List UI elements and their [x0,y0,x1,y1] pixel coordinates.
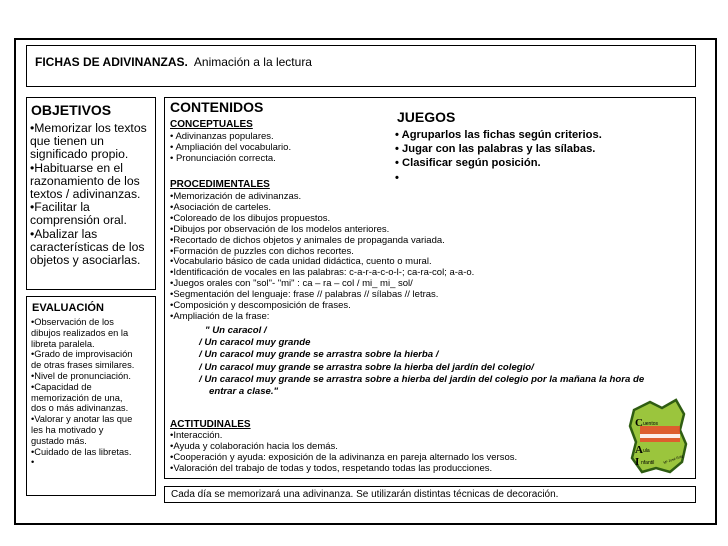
evaluacion-line: les ha motivado y [31,424,104,435]
conceptuales-item: • Adivinanzas populares. [170,131,274,142]
logo-stripe [640,434,680,438]
procedimentales-item: •Juegos orales con "sol"- "mi" : ca – ra – col / mi_ mi_ sol/ [170,278,413,290]
frase-line: entrar a clase." [209,386,279,398]
logo-word-aula: ula [643,448,650,454]
title-sub: Animación a la lectura [193,55,312,69]
objetivos-line: •Memorizar los textos [30,121,147,135]
juegos-item: • Agruparlos las fichas según criterios. [395,129,602,141]
logo-mark: Mª José Roig [662,454,684,465]
objetivos-heading: OBJETIVOS [31,102,112,118]
logo-letter-a: A [635,444,643,456]
objetivos-line: características de los [30,239,145,254]
objetivos-line: significado propio. [30,147,129,162]
procedimentales-list [170,192,474,323]
procedimentales-item: •Formación de puzzles con dichos recortes. [170,245,354,257]
procedimentales-item: •Asociación de carteles. [170,201,272,213]
procedimentales-item: •Ampliación de la frase: [170,310,270,322]
conceptuales-label: CONCEPTUALES [170,119,253,130]
procedimentales-item: •Coloreado de los dibujos propuestos. [170,212,331,224]
evaluacion-line: gustado más. [31,435,87,446]
procedimentales-item: •Vocabulario básico de cada unidad didáctica, cuento o mural. [170,256,432,268]
evaluacion-line: libreta paralela. [31,338,95,349]
objetivos-line: razonamiento de los [30,173,140,188]
actitudinales-item: •Ayuda y colaboración hacia los demás. [170,440,338,452]
actitudinales-item: •Valoración del trabajo de todas y todos, respetando todas las producciones. [170,462,493,474]
evaluacion-line: dibujos realizados en la [31,327,129,338]
frase-line: " Un caracol / [205,325,267,336]
objetivos-line: que tienen un [30,134,104,149]
evaluacion-line: de otras frases similares. [31,360,135,371]
juegos-item: • Clasificar según posición. [395,157,541,170]
evaluacion-line: •Nivel de pronunciación. [31,370,131,381]
juegos-item: • Jugar con las palabras y las sílabas. [395,143,596,156]
evaluacion-line: • [31,457,35,468]
procedimentales-item: •Recortado de dichos objetos y animales de propaganda variada. [170,234,445,246]
juegos-item: • [395,171,399,184]
logo-letter-c: C [635,417,643,429]
objetivos-line: textos / adivinanzas. [30,187,141,202]
contenidos-box [164,97,696,479]
actitudinales-item: •Cooperación y ayuda: exposición de la adivinanza en pareja alternado los versos. [170,451,518,463]
objetivos-list [30,122,155,267]
juegos-heading: JUEGOS [397,109,456,125]
logo-word-cuentos: uentos [643,421,659,427]
objetivos-line: objetos y asociarlas. [30,253,141,268]
cai-logo [626,396,690,476]
procedimentales-item: •Dibujos por observación de los modelos anteriores. [170,223,390,235]
frase-line: / Un caracol muy grande se arrastra sobre la hierba del jardín del colegio/ [199,361,534,373]
evaluacion-box [26,296,156,496]
evaluacion-line: dos o más adivinanzas. [31,403,129,414]
logo-letter-i: I [635,456,640,468]
evaluacion-line: •Observación de los [31,317,114,327]
frase-line: / Un caracol muy grande se arrastra sobre a hierba del jardín del colegio por la mañana la hora de [199,373,645,385]
title-box [26,45,696,87]
procedimentales-item: •Segmentación del lenguaje: frase // palabras // sílabas // letras. [170,289,439,301]
objetivos-line: •Facilitar la [30,200,90,215]
actitudinales-label: ACTITUDINALES [170,419,251,430]
procedimentales-item: •Memorización de adivinanzas. [170,191,302,202]
contenidos-heading: CONTENIDOS [170,99,264,115]
evaluacion-heading: EVALUACIÓN [32,302,104,314]
conceptuales-item: • Pronunciación correcta. [170,152,276,164]
conceptuales-item: • Ampliación del vocabulario. [170,141,292,153]
evaluacion-list [31,317,155,468]
objetivos-line: •Abalizar las [30,226,98,241]
procedimentales-item: •Composición y descomposición de frases. [170,300,351,312]
page-title [35,55,312,69]
logo-word-infantil: nfantil [641,460,655,466]
actitudinales-item: •Interacción. [170,430,223,441]
conceptuales-list [170,132,291,165]
frase-line: / Un caracol muy grande se arrastra sobre la hierba / [199,349,439,361]
actitudinales-list [170,431,517,475]
evaluacion-line: •Capacidad de [31,381,92,392]
procedimentales-item: •Identificación de vocales en las palabras: c-a-r-a-c-o-l-; ca-ra-col; a-a-o. [170,267,475,279]
evaluacion-line: •Valorar y anotar las que [31,414,133,425]
objetivos-line: comprensión oral. [30,213,127,228]
evaluacion-line: memorización de una, [31,392,123,403]
evaluacion-line: •Grado de improvisación [31,349,133,360]
objetivos-line: •Habituarse en el [30,160,124,175]
evaluacion-line: •Cuidado de las libretas. [31,446,132,457]
frase-ampliacion-list [199,325,644,398]
juegos-list [395,128,602,185]
procedimentales-label: PROCEDIMENTALES [170,179,270,190]
frase-line: / Un caracol muy grande [199,337,311,349]
objetivos-box [26,97,156,290]
title-main: FICHAS DE ADIVINANZAS. [35,55,188,69]
footer-note: Cada día se memorizará una adivinanza. Se utilizarán distintas técnicas de decoración. [164,486,696,503]
